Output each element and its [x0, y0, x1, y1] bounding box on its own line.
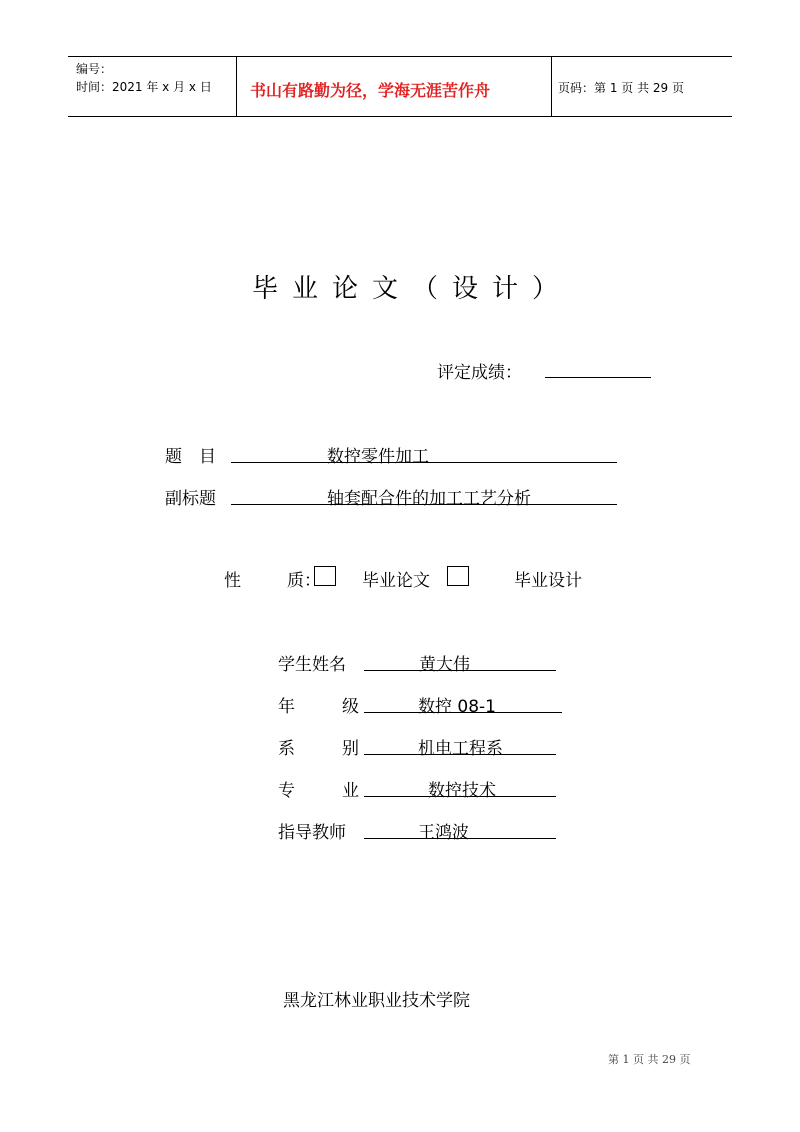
- student-name-underline: [364, 670, 556, 671]
- header-page-info: 页码：第 1 页 共 29 页: [558, 81, 684, 95]
- major-label-b: 业: [342, 781, 359, 801]
- advisor-underline: [364, 838, 556, 839]
- major-underline: [364, 796, 556, 797]
- nature-checkbox-2[interactable]: [447, 566, 469, 586]
- nature-label-right: 质：: [287, 571, 321, 591]
- page-footer: 第 1 页 共 29 页: [608, 1053, 691, 1066]
- department-label-b: 别: [342, 739, 359, 759]
- header-number-label: 编号：: [76, 62, 113, 76]
- advisor-value: 王鸿波: [418, 823, 469, 843]
- major-label-a: 专: [278, 781, 295, 801]
- subtitle-underline: [231, 504, 617, 505]
- topic-value: 数控零件加工: [327, 447, 429, 467]
- grade-year-value: 数控 08-1: [418, 697, 496, 717]
- student-name-label: 学生姓名: [278, 655, 346, 675]
- header-top-rule: [68, 56, 732, 57]
- nature-label-left: 性: [224, 571, 241, 591]
- grade-underline: [545, 377, 651, 378]
- topic-underline: [231, 462, 617, 463]
- grade-year-label-b: 级: [342, 697, 359, 717]
- department-label-a: 系: [278, 739, 295, 759]
- header-time-label: 时间：2021 年 x 月 x 日: [76, 80, 212, 94]
- nature-checkbox-1[interactable]: [314, 566, 336, 586]
- header-bottom-rule: [68, 116, 732, 117]
- subtitle-label: 副标题: [165, 489, 216, 509]
- header-divider-right: [551, 56, 552, 116]
- department-value: 机电工程系: [418, 739, 503, 759]
- subtitle-value: 轴套配合件的加工工艺分析: [327, 489, 531, 509]
- document-title: 毕业论文（设计）: [252, 274, 573, 304]
- student-name-value: 黄大伟: [419, 655, 470, 675]
- nature-option-design: 毕业设计: [514, 571, 582, 591]
- topic-label: 题 目: [165, 447, 216, 467]
- grade-year-underline: [364, 712, 562, 713]
- department-underline: [364, 754, 556, 755]
- advisor-label: 指导教师: [278, 823, 346, 843]
- school-name: 黑龙江林业职业技术学院: [283, 991, 470, 1011]
- header-divider-left: [236, 56, 237, 116]
- grade-year-label-a: 年: [278, 697, 295, 717]
- grade-label: 评定成绩：: [437, 363, 522, 383]
- nature-option-thesis: 毕业论文: [362, 571, 430, 591]
- major-value: 数控技术: [428, 781, 496, 801]
- header-motto: 书山有路勤为径，学海无涯苦作舟: [250, 81, 491, 100]
